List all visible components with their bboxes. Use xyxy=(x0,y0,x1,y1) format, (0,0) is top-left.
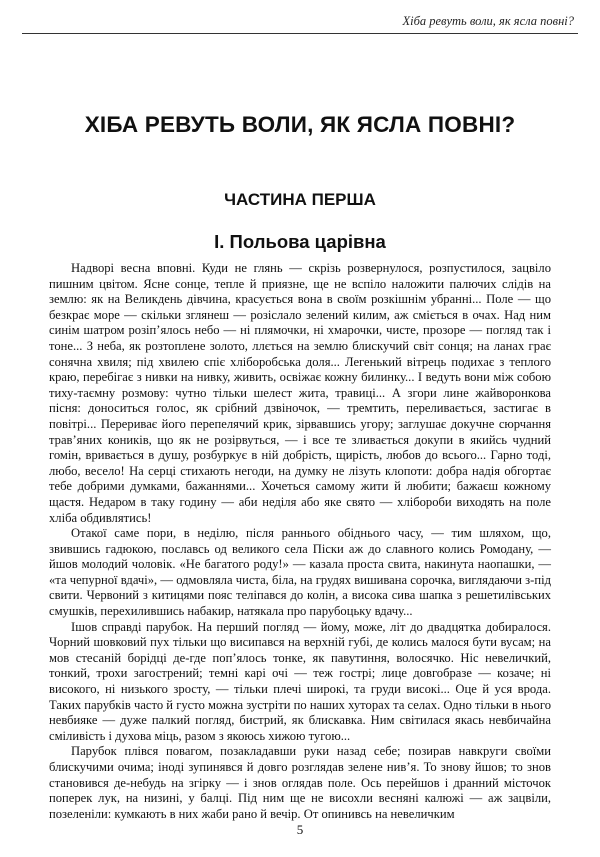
chapter-title: I. Польова царівна xyxy=(214,231,386,252)
paragraph: Надворі весна вповні. Куди не глянь — скрізь розвернулося, розпустилося, зацвіло пишним цвітом. Ясне сонце, тепле й приязне, ще не вспіло наложити палючих слідів на землю: як на Великдень дівчина, красується вона в своїм розкішнім убранні... Поле — що безкрає море — скільки зглянеш — розіслало зелений килим, аж сміється в очах. Над ним синім шатром розіп’ялось небо — ні плямочки, ні хмарочки, чисте, прозоре — погляд так і тоне... З неба, як розтоплене золото, ллється на землю блискучий світ сонця; на ланах грає сонячна хвиля; під хвилею спіє хліборобська доля... Легенький вітрець подихає з теплого краю, перебігає з нивки на нивку, живить, освіжає кожну билинку... І ведуть вони між собою тиху-таємну розмову: чутно тільки шелест жита, травиці... А згори линe жайворонкова пісня: доноситься голос, як срібний дзвіночок, — тремтить, переливається, застигає в повітрі... Перериває його перепелячий крик, зірвавшись угору; заглушає докучне сюрчання трав’яних коників, що як не розірвуться, — і все те зливається докупи в якийсь чудний гомін, вривається в душу, розбуркує в ній добрість, щирість, любов до всього... Гарно тоді, любо, весело! На серці стихають негоди, на думку не лізуть клопоти: добра надія обгортає тебе добрими думками, бажаннями... Хочеться самому жити й любити; бажаєш кожному щастя. Недаром в таку годину — аби неділя або яке свято — хлібороби виходять на поле хліба обдивлятись! xyxy=(49,261,551,525)
paragraph: Парубок плівся повагом, позакладавши руки назад себе; позирав навкруги своїми блискучими очима; іноді зупинявся й довго розглядав зелене нив’я. То знову йшов; то знов становився де-небудь на згірку — і знов оглядав поле. Ось перейшов і дранний місточок поперек лук, на низині, у балці. Під ним ще не висохли весняні калюжі — аж зацвіли, позеленіли: кумкають в них жаби рано й вечір. От опинивсь на невеличким xyxy=(49,744,551,821)
header-divider xyxy=(22,33,578,34)
page-number: 5 xyxy=(296,822,304,837)
part-title: ЧАСТИНА ПЕРША xyxy=(224,190,376,209)
paragraph: Отакої саме пори, в неділю, після раннього обіднього часу, — тим шляхом, що, звившись гадюкою, пославсь од великого села Піски аж до славного колись Ромодану, — йшов молодий чоловік. «Не багатого роду!» — казала проста свита, накинута наопашки, — «та чепурної вдачі», — одмовляла чиста, біла, на грудях вишивана сорочка, виглядаючи з-під свити. Червоний з китицями пояс теліпався до колін, а висока сива шапка з решетилівських смушків, перехилившись набакир, натякала про парубоцьку вдачу... xyxy=(49,526,551,619)
paragraph: Ішов справді парубок. На перший погляд — йому, може, літ до двадцятка добиралося. Чорний шовковий пух тільки що висипався на верхній губі, де колись малося бути вусам; на мов стесаній борідці де-где поп’ялось тонке, як павутиння, волосячко. Ніс невеличкий, тонкий, трохи загострений; темні карі очі — теж гострі; лице довгобразе — козаче; ні високого, ні низького зросту, — тільки плечі широкі, та груди високі... Оце й уся врода. Таких парубків часто й густо можна зустріти по наших хуторах та селах. Одно тільки в нього невбияке — дуже палкий погляд, бистрий, як блискавка. Ним світилася якась невбичайна сміливість і духова міць, разом з якоюсь хижою тугою... xyxy=(49,619,551,743)
book-title: ХІБА РЕВУТЬ ВОЛИ, ЯК ЯСЛА ПОВНІ? xyxy=(84,112,516,137)
body-text xyxy=(49,261,551,821)
running-head: Хіба ревуть воли, як ясла повні? xyxy=(402,14,574,28)
